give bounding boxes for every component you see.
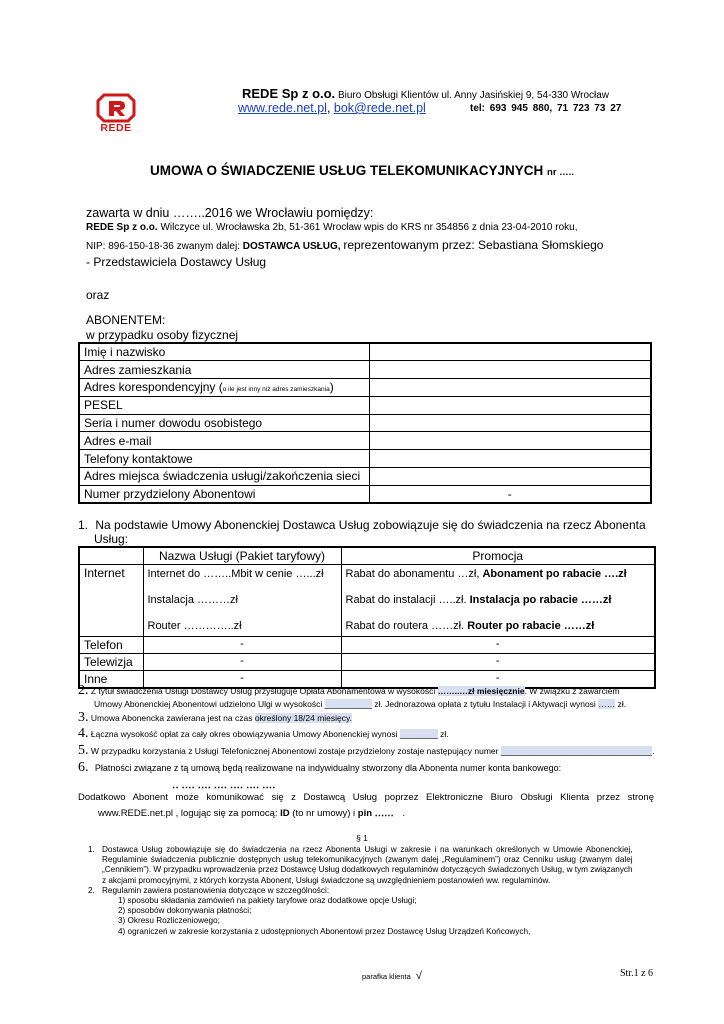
field-value[interactable] [369,379,651,397]
promo-router [346,618,651,635]
field-label: Adres zamieszkania [79,361,369,379]
form-row-email [79,432,651,450]
internet-installation: Instalacja ………zł [147,594,238,606]
clause-text: . [652,746,655,756]
phone-number-blank[interactable]: ________________________________ [500,746,653,756]
company-name: REDE Sp z o.o. [242,86,336,101]
ebok-id: ID [280,808,290,819]
form-row-service-address [79,468,651,486]
field-label: Adres e-mail [79,432,369,450]
field-label: Imię i nazwisko [79,343,369,361]
service-label: Internet [79,565,143,637]
field-value[interactable] [369,343,651,361]
discount-blank[interactable]: __________ [324,699,372,709]
list-item: 2) sposobów dokonywania płatności; [118,906,252,916]
service-name: - [143,671,341,689]
field-label-close: ) [329,380,334,395]
paragraph-text [102,886,530,937]
list-item: 3) Okresu Rozliczeniowego; [118,916,220,926]
ebok-text: . [402,808,405,819]
field-value[interactable] [369,468,651,486]
field-value[interactable] [369,432,651,450]
clause-number: 3. [78,710,89,725]
title-number: nr ….. [547,167,574,178]
initials-label: parafka klienta [362,972,411,981]
initials-line [362,970,422,982]
field-label: Adres miejsca świadczenia usługi/zakończenia sieci [79,468,369,486]
service-name: - [143,637,341,654]
clause1 [78,518,646,532]
title-main: UMOWA O ŚWIADCZENIE USŁUG TELEKOMUNIKACYJNYCH [150,163,544,178]
field-label: Adres korespondencyjny ( [84,380,223,395]
service-promo: - [341,654,655,671]
clause-text: Umowa Abonencka zawierana jest na czas [90,713,253,723]
form-row-address [79,361,651,379]
and-word: oraz [86,288,110,302]
ebok-text: stronę [627,792,654,803]
service-row-phone [79,637,655,654]
paragraph-line: Regulamin zawiera postanowienia dotyczące w szczególności: [102,885,330,895]
paragraph-line: Regulaminie świadczenia publicznie dostępnych usług telekomunikacyjnych (zwanym dalej „Regulaminem”) oraz Cenniku usług (zwanym dalej [102,855,633,865]
services-header-row [79,547,655,565]
field-value[interactable] [369,396,651,414]
field-value[interactable]: - [369,485,651,503]
clause-text: zł. [440,729,449,739]
clause4 [78,726,449,742]
page-number: Str.1 z 6 [620,968,654,979]
nip-line [86,238,603,252]
total-fees-blank[interactable]: ________ [399,729,438,739]
clause5 [78,743,655,759]
company-header [242,86,609,101]
services-table [78,546,656,689]
provider-name: REDE Sp z o.o. [86,222,158,233]
service-label: Inne [79,671,143,689]
col-service-name: Nazwa Usługi (Pakiet taryfowy) [143,547,341,565]
service-label: Telefon [79,637,143,654]
email-link[interactable]: bok@rede.net.pl [333,101,426,115]
internet-speed: Internet do ……..Mbit w cenie …...zł [147,568,324,580]
field-label: Telefony kontaktowe [79,450,369,468]
section1-heading: § 1 [356,833,368,843]
promo-bold: Abonament po rabacie ….zł [482,568,627,580]
promo-installation [346,592,651,609]
clause-text: Płatności związane z tą umową będą realizowane na indywidualny stworzony dla Abonenta numer konta bankowego: [94,763,562,773]
clause-text: . W związku z zawarciem [524,686,620,696]
internet-package [143,565,341,637]
form-row-phones [79,450,651,468]
represented-by: reprezentowanym przez: Sebastiana Słomskiego [343,238,604,252]
clause-text: W przypadku korzystania z Usługi Telefonicznej Abonentowi zostaje przydzielony zostaje następujący numer [90,746,499,756]
rede-logo-icon [96,93,136,123]
rede-logo [96,93,136,137]
clause1-text-cont: Usług: [94,532,129,546]
representative-role: - Przedstawiciela Dostawcy Usług [86,255,267,269]
internet-promotion [341,565,655,637]
paragraph-text [102,845,633,886]
clause-number: 2. [78,683,89,698]
nip-text: NIP: 896-150-18-36 zwanym dalej: [86,241,240,252]
list-item: 1) sposobu składania zamówień na pakiety taryfowe oraz dodatkowe opcje Usługi; [118,896,417,906]
clause1-number: 1. [78,518,89,532]
clause-text: Umowy Abonenckiej Abonentowi udzielono Ulgi w wysokości [94,699,323,709]
clause-number: 6. [78,760,89,775]
ebok-line2 [98,808,405,819]
service-row-internet [79,565,655,637]
paragraph-number: 2. [88,885,95,895]
subscriber-form [78,342,652,504]
service-name: - [143,654,341,671]
service-label: Telewizja [79,654,143,671]
clause-text: zł. Jednorazowa opłata z tytułu Instalacji i Aktywacji wynosi [374,699,596,709]
field-label: PESEL [79,396,369,414]
monthly-fee[interactable]: ……..…zł miesięcznie [437,686,525,696]
website-link[interactable]: www.rede.net.pl [238,101,327,115]
clause-text: Z tytuł świadczenia Usługi Dostawcy Usług przysługuje Opłata Abonamentowa w wysokości [90,686,436,696]
clause3 [78,710,352,726]
provider-alias: DOSTAWCA USŁUG, [242,241,341,252]
col-promotion: Promocja [341,547,655,565]
clause-number: 5. [78,743,89,758]
field-label: Seria i numer dowodu osobistego [79,414,369,432]
ebok-line1 [78,792,654,803]
promo-text: Rabat do routera ……zł. [345,620,465,632]
service-promo: - [341,637,655,654]
clause-text: zł. [617,699,627,709]
subscriber-heading: ABONENTEM: [86,313,166,327]
ebok-url: www.REDE.net.pl , logując się za pomocą: [98,808,278,819]
service-row-tv [79,654,655,671]
office-info: Biuro Obsługi Klientów ul. Anny Jasińskiej 9, 54-330 Wrocław [337,90,610,101]
form-row-assigned-number [79,485,651,503]
installation-fee[interactable]: …… [598,699,616,709]
bank-account-number[interactable]: ‥ ‥‥ ‥‥ ‥‥ ‥‥ ‥‥ ‥‥ [172,780,276,791]
promo-subscription [346,566,651,583]
paragraph-line: Dostawca Usług zobowiązuje się do świadczenia na rzecz Abonenta Usługi w zakresie i na warunkach określonych w Umowie Abonenckiej, [102,845,633,854]
ebok-pin[interactable]: pin ‥‥‥ [357,808,394,819]
promo-bold: Instalacja po rabacie ……zł [469,594,612,606]
service-promo: - [341,671,655,689]
clause-number: 4. [78,726,89,741]
ebok-text: Dodatkowo Abonent może komunikować się z Dostawcą Usług poprzez Elektroniczne Biuro Obsługi Klienta przez [78,792,621,803]
clause6 [78,760,561,776]
internet-router: Router …………..zł [147,620,242,632]
promo-text: Rabat do abonamentu …zł, [345,568,480,580]
paragraph-number: 1. [88,845,95,854]
concluded-line: zawarta w dniu ……..2016 we Wrocławiu pomiędzy: [86,206,374,220]
paragraph-line: z akcjami promocyjnymi, z których korzysta Abonent, Usługi świadczone są uwzględnieniem postanowień ww. regulaminów. [102,875,551,885]
field-label-correspondence [79,379,369,397]
form-row-correspondence [79,379,651,397]
field-value[interactable] [369,361,651,379]
field-note: o ile jest inny niż adres zamieszkania [222,386,330,394]
paragraph-line: „Cennikiem”). W przypadku wprowadzenia przez Dostawcę Usług dodatkowych regulaminów dotyczących świadczonych Usług, w tym związanych [102,865,633,875]
header-blank [79,547,143,565]
provider-line [86,222,578,233]
clause2 [78,683,620,699]
list-item: 4) ograniczeń w zakresie korzystania z udostępnionych Abonentowi przez Dostawcę Usług Urządzeń Końcowych, [118,926,531,936]
field-label: Numer przydzielony Abonentowi [79,485,369,503]
field-value[interactable] [369,414,651,432]
promo-bold: Router po rabacie ……zł [467,620,595,632]
provider-details: Wilczyce ul. Wrocławska 2b, 51-361 Wrocław wpis do KRS nr 354856 z dnia 23-04-2010 roku, [160,222,578,233]
ebok-text: (to nr umowy) i [292,808,356,819]
contract-title [0,163,724,178]
field-value[interactable] [369,450,651,468]
form-row-pesel [79,396,651,414]
logo-text: REDE [100,122,132,134]
section1-body [88,845,658,937]
natural-person-note: w przypadku osoby fizycznej [86,328,239,342]
clause-text: Łączna wysokość opłat za cały okres obowiązywania Umowy Abonenckiej wynosi [90,729,398,739]
form-row-id-card [79,414,651,432]
form-row-name [79,343,651,361]
paragraph-2 [88,886,658,937]
clause2-cont [94,699,626,709]
promo-text: Rabat do instalacji …..zł. [345,594,467,606]
contact-links: www.rede.net.pl, bok@rede.net.pl [238,101,426,115]
phone-numbers: tel: 693 945 880, 71 723 73 27 [470,103,622,114]
contract-term[interactable]: określony 18/24 miesięcy. [254,713,353,723]
clause1-text: Na podstawie Umowy Abonenckiej Dostawca Usług zobowiązuje się do świadczenia na rzecz Abonenta [95,518,646,532]
check-icon: √ [415,970,422,982]
paragraph-1 [88,845,658,886]
